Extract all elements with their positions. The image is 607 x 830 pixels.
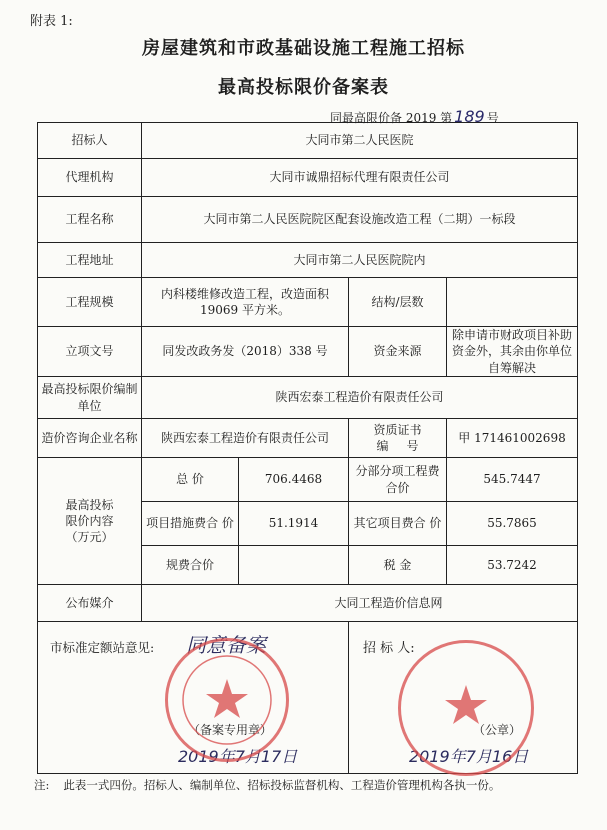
tenderer-seal-note: （公章） bbox=[473, 723, 522, 737]
record-number-prefix: 同最高限价备 2019 第 bbox=[330, 111, 453, 125]
fund-label: 资金来源 bbox=[349, 327, 447, 377]
qualification-label-b1: 编 bbox=[376, 439, 389, 453]
row-media bbox=[38, 585, 578, 622]
record-number-handwritten: 189 bbox=[454, 107, 485, 126]
compiler-value: 陕西宏泰工程造价有限责任公司 bbox=[142, 377, 578, 419]
approval-value: 同发改政务发（2018）338 号 bbox=[142, 327, 349, 377]
row-scale bbox=[38, 278, 578, 327]
consult-value: 陕西宏泰工程造价有限责任公司 bbox=[142, 419, 349, 458]
scale-value: 内科楼维修改造工程，改造面积 19069 平方米。 bbox=[142, 278, 349, 327]
project-name-label: 工程名称 bbox=[38, 197, 142, 243]
total-label: 总 价 bbox=[142, 458, 239, 502]
title-line-2: 最高投标限价备案表 bbox=[218, 77, 389, 98]
row-project-name bbox=[38, 197, 578, 243]
station-seal-graphic bbox=[168, 641, 286, 759]
qualification-label-line2 bbox=[351, 438, 444, 454]
measure-value: 51.1914 bbox=[239, 502, 349, 546]
row-consult bbox=[38, 419, 578, 458]
tax-value: 53.7242 bbox=[447, 546, 578, 585]
sub-item-value: 545.7447 bbox=[447, 458, 578, 502]
limit-label-line2: 限价内容 bbox=[65, 513, 114, 528]
fees-label: 规费合价 bbox=[142, 546, 239, 585]
attachment-label: 附表 1: bbox=[30, 14, 73, 29]
limit-label-line3: （万元） bbox=[65, 530, 114, 545]
other-value: 55.7865 bbox=[447, 502, 578, 546]
project-name-value: 大同市第二人民医院院区配套设施改造工程（二期）一标段 bbox=[142, 197, 578, 243]
tenderer-label: 招标人 bbox=[38, 123, 142, 159]
tax-label: 税 金 bbox=[349, 546, 447, 585]
station-seal bbox=[165, 638, 289, 762]
fees-value bbox=[239, 546, 349, 585]
sub-item-label: 分部分项工程费合价 bbox=[349, 458, 447, 502]
tenderer-date: 2019年7月16日 bbox=[409, 747, 529, 766]
tenderer-value: 大同市第二人民医院 bbox=[142, 123, 578, 159]
station-label: 市标准定额站意见: bbox=[50, 640, 155, 655]
row-project-address bbox=[38, 243, 578, 278]
consult-label: 造价咨询企业名称 bbox=[38, 419, 142, 458]
compiler-label: 最高投标限价编制单位 bbox=[38, 377, 142, 419]
footer-note-text: 此表一式四份。招标人、编制单位、招标投标监督机构、工程造价管理机构各执一份。 bbox=[63, 778, 501, 792]
measure-label: 项目措施费合 价 bbox=[142, 502, 239, 546]
qualification-label-b2: 号 bbox=[406, 439, 419, 453]
structure-label: 结构/层数 bbox=[349, 278, 447, 327]
station-opinion-handwritten: 同意备案 bbox=[186, 633, 266, 657]
title-line-1: 房屋建筑和市政基础设施工程施工招标 bbox=[142, 38, 465, 59]
footer-note-label: 注: bbox=[34, 778, 50, 792]
agent-value: 大同市诚鼎招标代理有限责任公司 bbox=[142, 159, 578, 197]
total-value: 706.4468 bbox=[239, 458, 349, 502]
footer-note bbox=[34, 777, 500, 793]
structure-value bbox=[447, 278, 578, 327]
approval-label: 立项文号 bbox=[38, 327, 142, 377]
row-total bbox=[38, 458, 578, 502]
station-date: 2019年7月17日 bbox=[178, 747, 298, 766]
scale-label: 工程规模 bbox=[38, 278, 142, 327]
media-label: 公布媒介 bbox=[38, 585, 142, 622]
agent-label: 代理机构 bbox=[38, 159, 142, 197]
tenderer-sign-label: 招 标 人: bbox=[363, 641, 415, 656]
row-tenderer bbox=[38, 123, 578, 159]
project-address-value: 大同市第二人民医院院内 bbox=[142, 243, 578, 278]
qualification-label-line1: 资质证书 bbox=[373, 422, 422, 437]
station-seal-note: （备案专用章） bbox=[188, 723, 273, 737]
qualification-value: 甲 171461002698 bbox=[447, 419, 578, 458]
other-label: 其它项目费合 价 bbox=[349, 502, 447, 546]
hospital-seal-graphic bbox=[401, 643, 531, 773]
record-number-suffix: 号 bbox=[486, 111, 499, 125]
fund-value: 除申请市财政项目补助资金外，其余由你单位自筹解决 bbox=[447, 327, 578, 377]
media-value: 大同工程造价信息网 bbox=[142, 585, 578, 622]
row-approval bbox=[38, 327, 578, 377]
hospital-seal bbox=[398, 640, 534, 776]
project-address-label: 工程地址 bbox=[38, 243, 142, 278]
limit-label-line1: 最高投标 bbox=[65, 497, 114, 512]
qualification-label bbox=[349, 419, 447, 458]
limit-content-label bbox=[38, 458, 142, 585]
row-compiler bbox=[38, 377, 578, 419]
row-agent bbox=[38, 159, 578, 197]
